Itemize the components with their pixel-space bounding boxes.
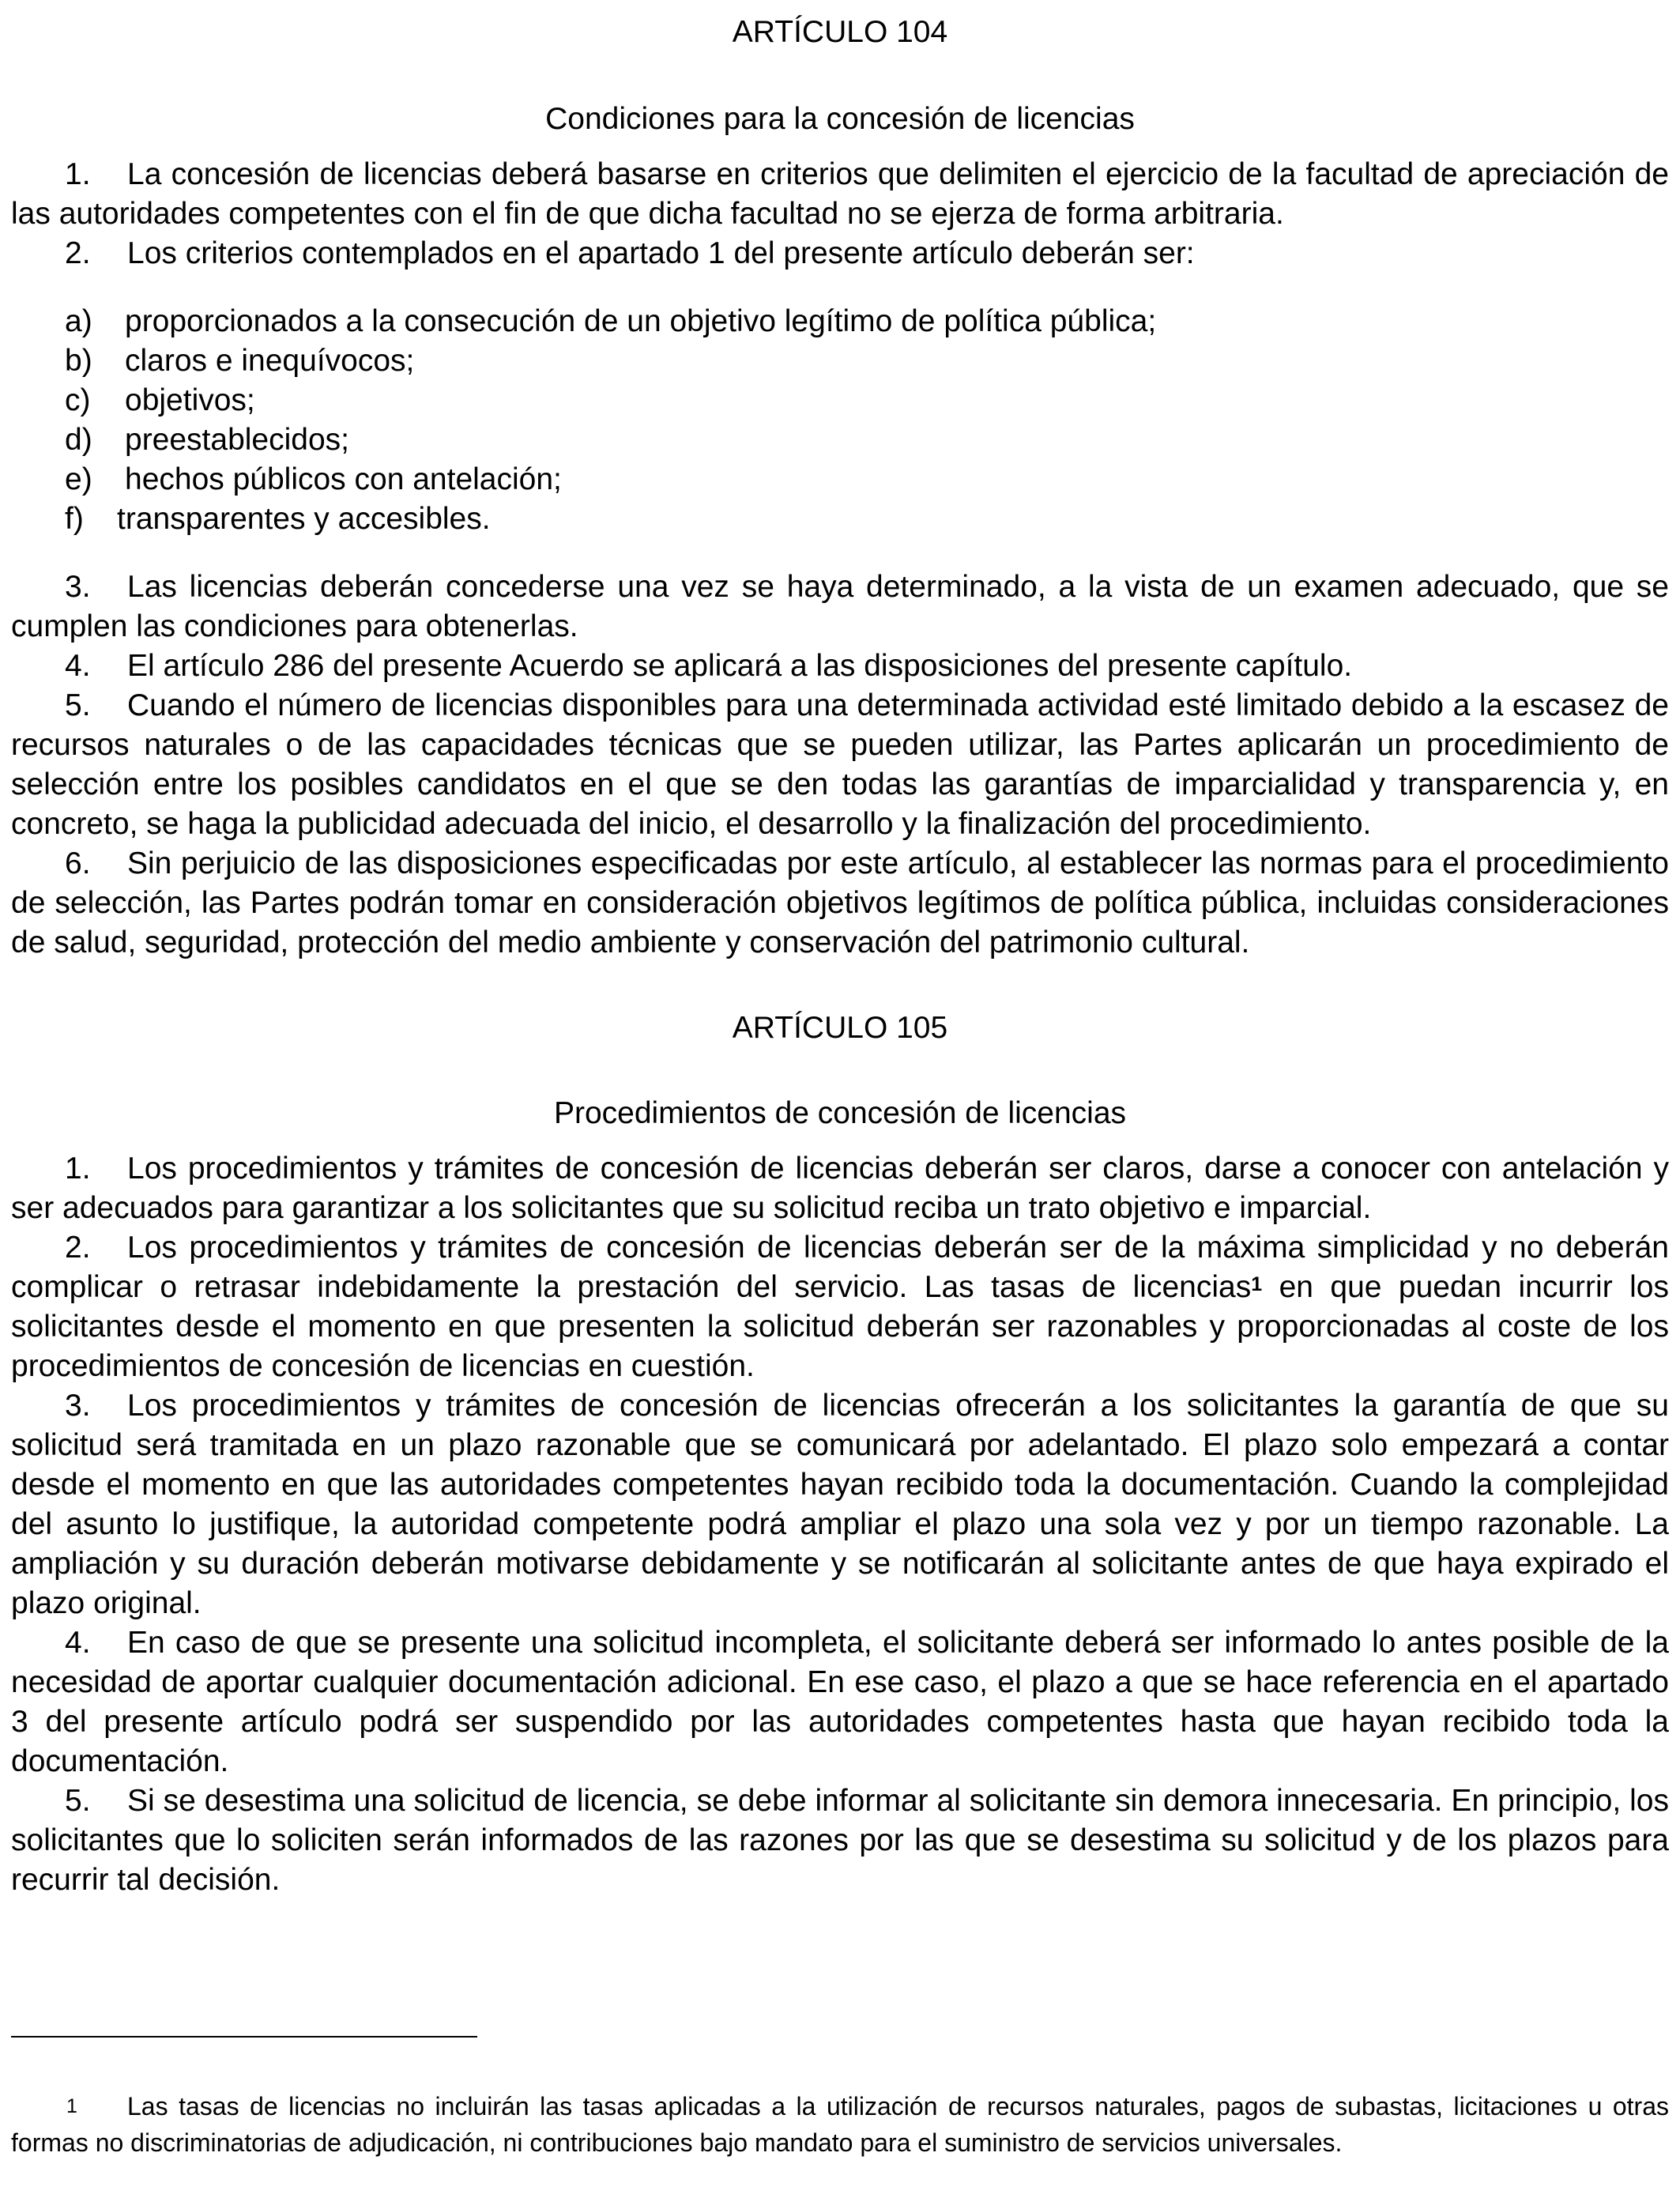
criteria-list [11,302,1669,539]
list-text: claros e inequívocos; [125,344,415,378]
paragraph-number: 1. [65,157,91,191]
article-105-paragraph-4 [11,1623,1669,1781]
paragraph-text: En caso de que se presente una solicitud incompleta, el solicitante deberá ser informado lo antes posible de la necesidad de aportar cualquier documentación adicional. En ese caso, el plazo a que se hace referencia en el apartado 3 del presente artículo podrá ser suspendido por las autoridades competentes hasta que hayan recibido toda la documentación. [11,1626,1669,1778]
article-104-paragraph-1 [11,155,1669,234]
list-letter: d) [65,423,92,457]
list-item [11,302,1669,341]
paragraph-text: El artículo 286 del presente Acuerdo se aplicará a las disposiciones del presente capítulo. [127,649,1353,683]
article-104-paragraph-6 [11,844,1669,963]
article-105-paragraph-1 [11,1149,1669,1228]
list-item [11,420,1669,460]
list-item [11,460,1669,499]
paragraph-number: 2. [65,1231,91,1265]
footnote-number: 1 [66,2095,77,2117]
list-text: objetivos; [125,383,255,417]
paragraph-number: 3. [65,570,91,604]
article-105-paragraph-3 [11,1386,1669,1623]
article-105-subtitle: Procedimientos de concesión de licencias [553,1096,1127,1130]
paragraph-text: La concesión de licencias deberá basarse en criterios que delimiten el ejercicio de la facultad de apreciación de las autoridades competentes con el fin de que dicha facultad no se ejerza de forma arbitraria. [11,157,1669,231]
footnote-reference[interactable]: 1 [1251,1273,1263,1295]
paragraph-text: Los procedimientos y trámites de concesión de licencias ofrecerán a los solicitantes la garantía de que su solicitud será tramitada en un plazo razonable que se comunicará por adelantado. El plazo solo empezará a contar desde el momento en que las autoridades competentes hayan recibido toda la documentación. Cuando la complejidad del asunto lo justifique, la autoridad competente podrá ampliar el plazo una sola vez y por un tiempo razonable. La ampliación y su duración deberán motivarse debidamente y se notificarán al solicitante antes de que haya expirado el plazo original. [11,1389,1669,1620]
paragraph-text: Cuando el número de licencias disponibles para una determinada actividad esté limitado debido a la escasez de recursos naturales o de las capacidades técnicas que se pueden utilizar, las Partes aplicarán un procedimiento de selección entre los posibles candidatos en el que se den todas las garantías de imparcialidad y transparencia y, en concreto, se haga la publicidad adecuada del inicio, el desarrollo y la finalización del procedimiento. [11,688,1669,841]
paragraph-number: 4. [65,649,91,683]
paragraph-number: 4. [65,1626,91,1660]
article-105-title: ARTÍCULO 105 [732,1011,948,1045]
paragraph-number: 3. [65,1389,91,1423]
paragraph-number: 5. [65,1784,91,1818]
list-letter: f) [65,502,84,536]
list-letter: a) [65,304,92,338]
document-body [11,0,1669,1900]
list-letter: b) [65,344,92,378]
list-text: hechos públicos con antelación; [125,462,562,496]
paragraph-text: en que puedan incurrir los solicitantes desde el momento en que presenten la solicitud deberán ser razonables y proporcionadas al coste de los procedimientos de concesión de licencias en cuestión. [11,1270,1669,1383]
list-letter: c) [65,383,91,417]
paragraph-text: Los procedimientos y trámites de concesión de licencias deberán ser de la máxima simplicidad y no deberán complicar o retrasar indebidamente la prestación del servicio. Las tasas de licencias [11,1231,1669,1304]
paragraph-text: Los criterios contemplados en el apartado 1 del presente artículo deberán ser: [127,236,1195,270]
article-104-paragraph-4 [11,647,1669,686]
footnote-separator [11,2036,477,2038]
paragraph-text: Si se desestima una solicitud de licencia, se debe informar al solicitante sin demora innecesaria. En principio, los solicitantes que lo soliciten serán informados de las razones por las que se desestima su solicitud y de los plazos para recurrir tal decisión. [11,1784,1669,1897]
list-text: proporcionados a la consecución de un objetivo legítimo de política pública; [125,304,1157,338]
list-text: transparentes y accesibles. [117,502,491,536]
article-104-paragraph-5 [11,686,1669,844]
list-text: preestablecidos; [125,423,350,457]
footnote-text: Las tasas de licencias no incluirán las tasas aplicadas a la utilización de recursos naturales, pagos de subastas, licitaciones u otras formas no discriminatorias de adjudicación, ni contribuciones bajo mandato para el suministro de servicios universales. [11,2092,1669,2157]
paragraph-number: 5. [65,688,91,722]
article-104-subtitle: Condiciones para la concesión de licencias [545,102,1135,136]
paragraph-number: 1. [65,1152,91,1186]
article-104-paragraph-3 [11,567,1669,647]
paragraph-text: Los procedimientos y trámites de concesión de licencias deberán ser claros, darse a conocer con antelación y ser adecuados para garantizar a los solicitantes que su solicitud reciba un trato objetivo e imparcial. [11,1152,1669,1225]
article-104-title: ARTÍCULO 104 [732,15,948,49]
article-105-paragraph-2 [11,1228,1669,1386]
list-letter: e) [65,462,92,496]
footnote [11,2088,1669,2161]
list-item [11,499,1669,539]
list-item [11,341,1669,381]
article-105-paragraph-5 [11,1781,1669,1900]
article-104-paragraph-2 [11,234,1669,273]
paragraph-number: 2. [65,236,91,270]
paragraph-text: Sin perjuicio de las disposiciones especificadas por este artículo, al establecer las normas para el procedimiento de selección, las Partes podrán tomar en consideración objetivos legítimos de política pública, incluidas consideraciones de salud, seguridad, protección del medio ambiente y conservación del patrimonio cultural. [11,846,1669,959]
list-item [11,381,1669,420]
paragraph-number: 6. [65,846,91,880]
paragraph-text: Las licencias deberán concederse una vez se haya determinado, a la vista de un examen adecuado, que se cumplen las condiciones para obtenerlas. [11,570,1669,643]
